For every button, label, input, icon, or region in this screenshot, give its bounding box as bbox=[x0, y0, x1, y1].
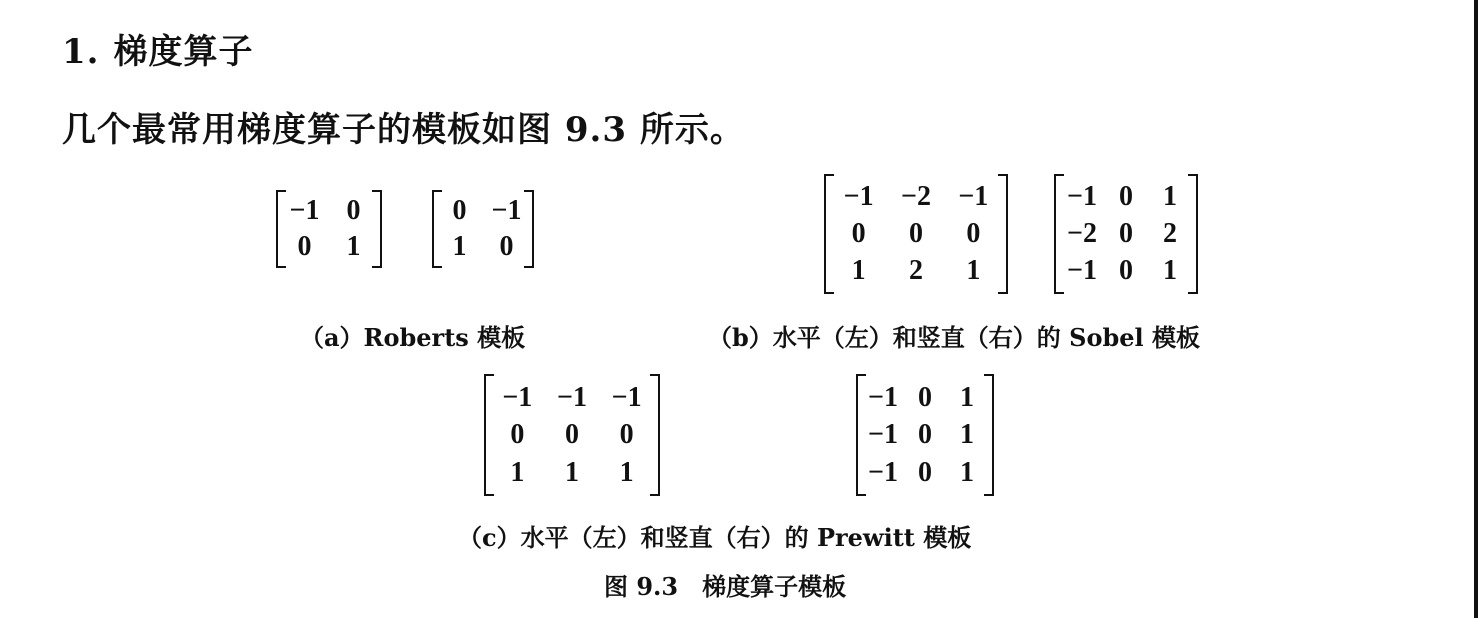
matrix-cell: 1 bbox=[510, 456, 525, 488]
matrix-cell: 0 bbox=[1119, 181, 1133, 212]
sobel-matrix-1 bbox=[824, 174, 1008, 294]
matrix-cell: −1 bbox=[289, 195, 320, 227]
matrix-cell: −1 bbox=[868, 456, 898, 488]
matrix-cell: 0 bbox=[297, 230, 312, 262]
matrix-cell: −1 bbox=[843, 181, 874, 212]
figure-title: 图 9.3 梯度算子模板 bbox=[604, 572, 847, 601]
roberts-matrix-2 bbox=[432, 190, 534, 268]
matrix-cell: 1 bbox=[960, 456, 974, 488]
matrix-cell: 0 bbox=[510, 419, 525, 450]
matrix-cell: 0 bbox=[564, 419, 579, 450]
matrix-cell: −1 bbox=[557, 381, 587, 413]
matrix-cell: 0 bbox=[346, 195, 361, 227]
matrix-cell: 0 bbox=[966, 218, 981, 249]
matrix-cell: 1 bbox=[619, 456, 634, 488]
page-edge bbox=[1474, 0, 1478, 618]
matrix-cell: 1 bbox=[1163, 255, 1177, 286]
matrix-cell: −2 bbox=[1067, 218, 1097, 249]
matrix-cell: −1 bbox=[958, 181, 989, 212]
roberts-matrix-1 bbox=[276, 190, 382, 268]
prewitt-matrix-2 bbox=[856, 374, 994, 496]
matrix-cell: 0 bbox=[918, 456, 932, 488]
matrix-cell: 0 bbox=[452, 195, 467, 227]
sobel-matrix-2 bbox=[1054, 174, 1198, 294]
matrix-cell: −2 bbox=[901, 181, 931, 212]
matrix-cell: 1 bbox=[960, 381, 974, 413]
matrix-cell: 1 bbox=[564, 456, 579, 488]
matrix-cell: 1 bbox=[960, 419, 974, 450]
matrix-cell: 0 bbox=[619, 419, 634, 450]
matrix-cell: 0 bbox=[1119, 218, 1133, 249]
section-heading bbox=[62, 24, 254, 73]
matrix-cell: −1 bbox=[491, 195, 522, 227]
caption-sobel: （b）水平（左）和竖直（右）的 Sobel 模板 bbox=[708, 323, 1200, 352]
matrix-cell: 1 bbox=[966, 255, 981, 286]
matrix-cell: 2 bbox=[1163, 218, 1177, 249]
matrix-cell: −1 bbox=[502, 381, 533, 413]
matrix-cell: 2 bbox=[908, 255, 923, 286]
caption-roberts: （a）Roberts 模板 bbox=[300, 323, 526, 352]
matrix-cell: 0 bbox=[499, 230, 514, 262]
section-title: 梯度算子 bbox=[113, 32, 254, 72]
matrix-cell: 0 bbox=[908, 218, 923, 249]
matrix-cell: 1 bbox=[346, 230, 361, 262]
matrix-cell: −1 bbox=[1067, 255, 1097, 286]
matrix-cell: −1 bbox=[1067, 181, 1097, 212]
intro-paragraph: 几个最常用梯度算子的模板如图 9.3 所示。 bbox=[62, 110, 745, 150]
prewitt-matrix-1 bbox=[484, 374, 660, 496]
matrix-cell: −1 bbox=[868, 381, 898, 413]
section-number: 1. bbox=[62, 32, 100, 72]
matrix-cell: −1 bbox=[868, 419, 898, 450]
matrix-cell: 0 bbox=[918, 419, 932, 450]
matrix-cell: 1 bbox=[851, 255, 866, 286]
caption-prewitt: （c）水平（左）和竖直（右）的 Prewitt 模板 bbox=[458, 523, 972, 552]
matrix-cell: 0 bbox=[1119, 255, 1133, 286]
matrix-cell: 0 bbox=[918, 381, 932, 413]
matrix-cell: 0 bbox=[851, 218, 866, 249]
matrix-cell: −1 bbox=[611, 381, 642, 413]
matrix-cell: 1 bbox=[1163, 181, 1177, 212]
matrix-cell: 1 bbox=[452, 230, 467, 262]
